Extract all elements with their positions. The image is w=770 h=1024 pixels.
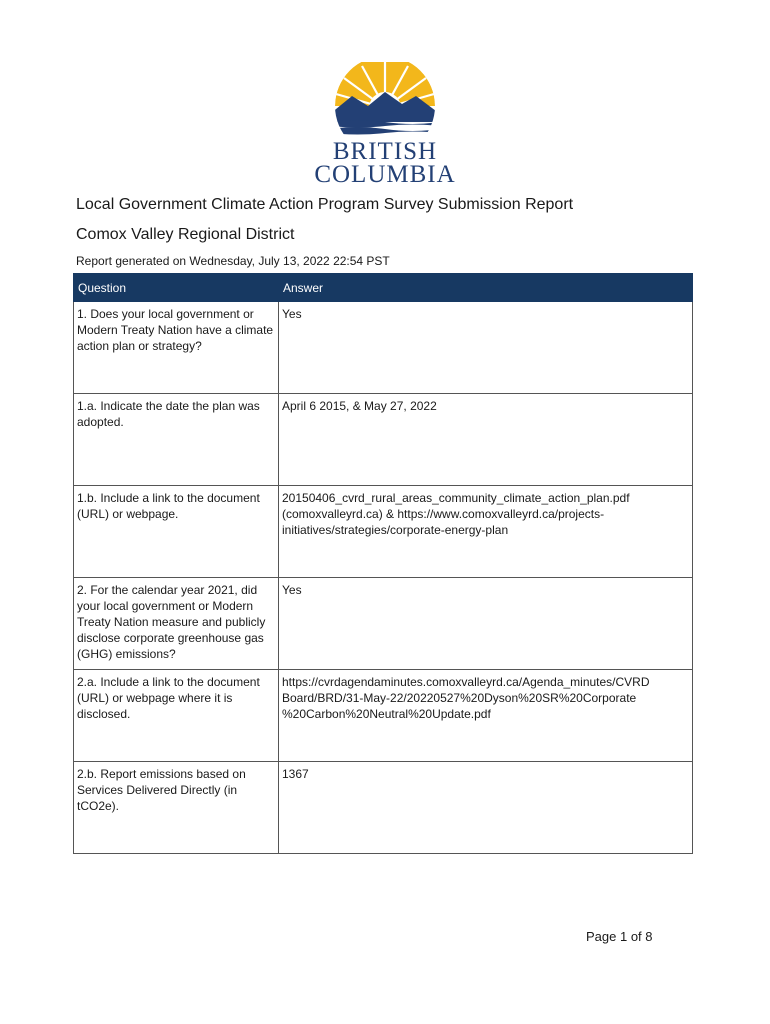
- answer-cell: 20150406_cvrd_rural_areas_community_climate_action_plan.pdf (comoxvalleyrd.ca) & https://www.comoxvalleyrd.ca/projects-initiatives/strategies/corporate-energy-plan: [279, 486, 693, 578]
- logo-text-columbia: COLUMBIA: [314, 161, 456, 188]
- survey-table: [73, 273, 693, 854]
- question-cell: 1.a. Indicate the date the plan was adopted.: [74, 394, 279, 486]
- table-row: [74, 394, 693, 486]
- report-generated-date: Report generated on Wednesday, July 13, 2022 22:54 PST: [76, 254, 390, 268]
- question-cell: 1.b. Include a link to the document (URL) or webpage.: [74, 486, 279, 578]
- answer-cell: Yes: [279, 302, 693, 394]
- page-number: Page 1 of 8: [586, 929, 653, 944]
- sun-mountain-logo-icon: [312, 62, 458, 140]
- table-row: [74, 578, 693, 670]
- question-cell: 1. Does your local government or Modern Treaty Nation have a climate action plan or strategy?: [74, 302, 279, 394]
- organization-name: Comox Valley Regional District: [76, 226, 295, 243]
- answer-cell: Yes: [279, 578, 693, 670]
- question-cell: 2.a. Include a link to the document (URL) or webpage where it is disclosed.: [74, 670, 279, 762]
- answer-cell: https://cvrdagendaminutes.comoxvalleyrd.ca/Agenda_minutes/CVRD Board/BRD/31-May-22/20220527%20Dyson%20SR%20Corporate %20Carbon%20Neutral%20Update.pdf: [279, 670, 693, 762]
- answer-cell: April 6 2015, & May 27, 2022: [279, 394, 693, 486]
- table-row: [74, 762, 693, 854]
- question-cell: 2. For the calendar year 2021, did your local government or Modern Treaty Nation measure and publicly disclose corporate greenhouse gas (GHG) emissions?: [74, 578, 279, 670]
- logo-text-british: BRITISH: [332, 138, 438, 165]
- report-title: Local Government Climate Action Program Survey Submission Report: [76, 196, 574, 213]
- bc-logo: [312, 62, 458, 188]
- table-row: [74, 670, 693, 762]
- header-question: Question: [74, 274, 279, 302]
- table-header-row: [74, 274, 693, 302]
- answer-cell: 1367: [279, 762, 693, 854]
- header-answer: Answer: [279, 274, 693, 302]
- table-row: [74, 486, 693, 578]
- question-cell: 2.b. Report emissions based on Services Delivered Directly (in tCO2e).: [74, 762, 279, 854]
- table-row: [74, 302, 693, 394]
